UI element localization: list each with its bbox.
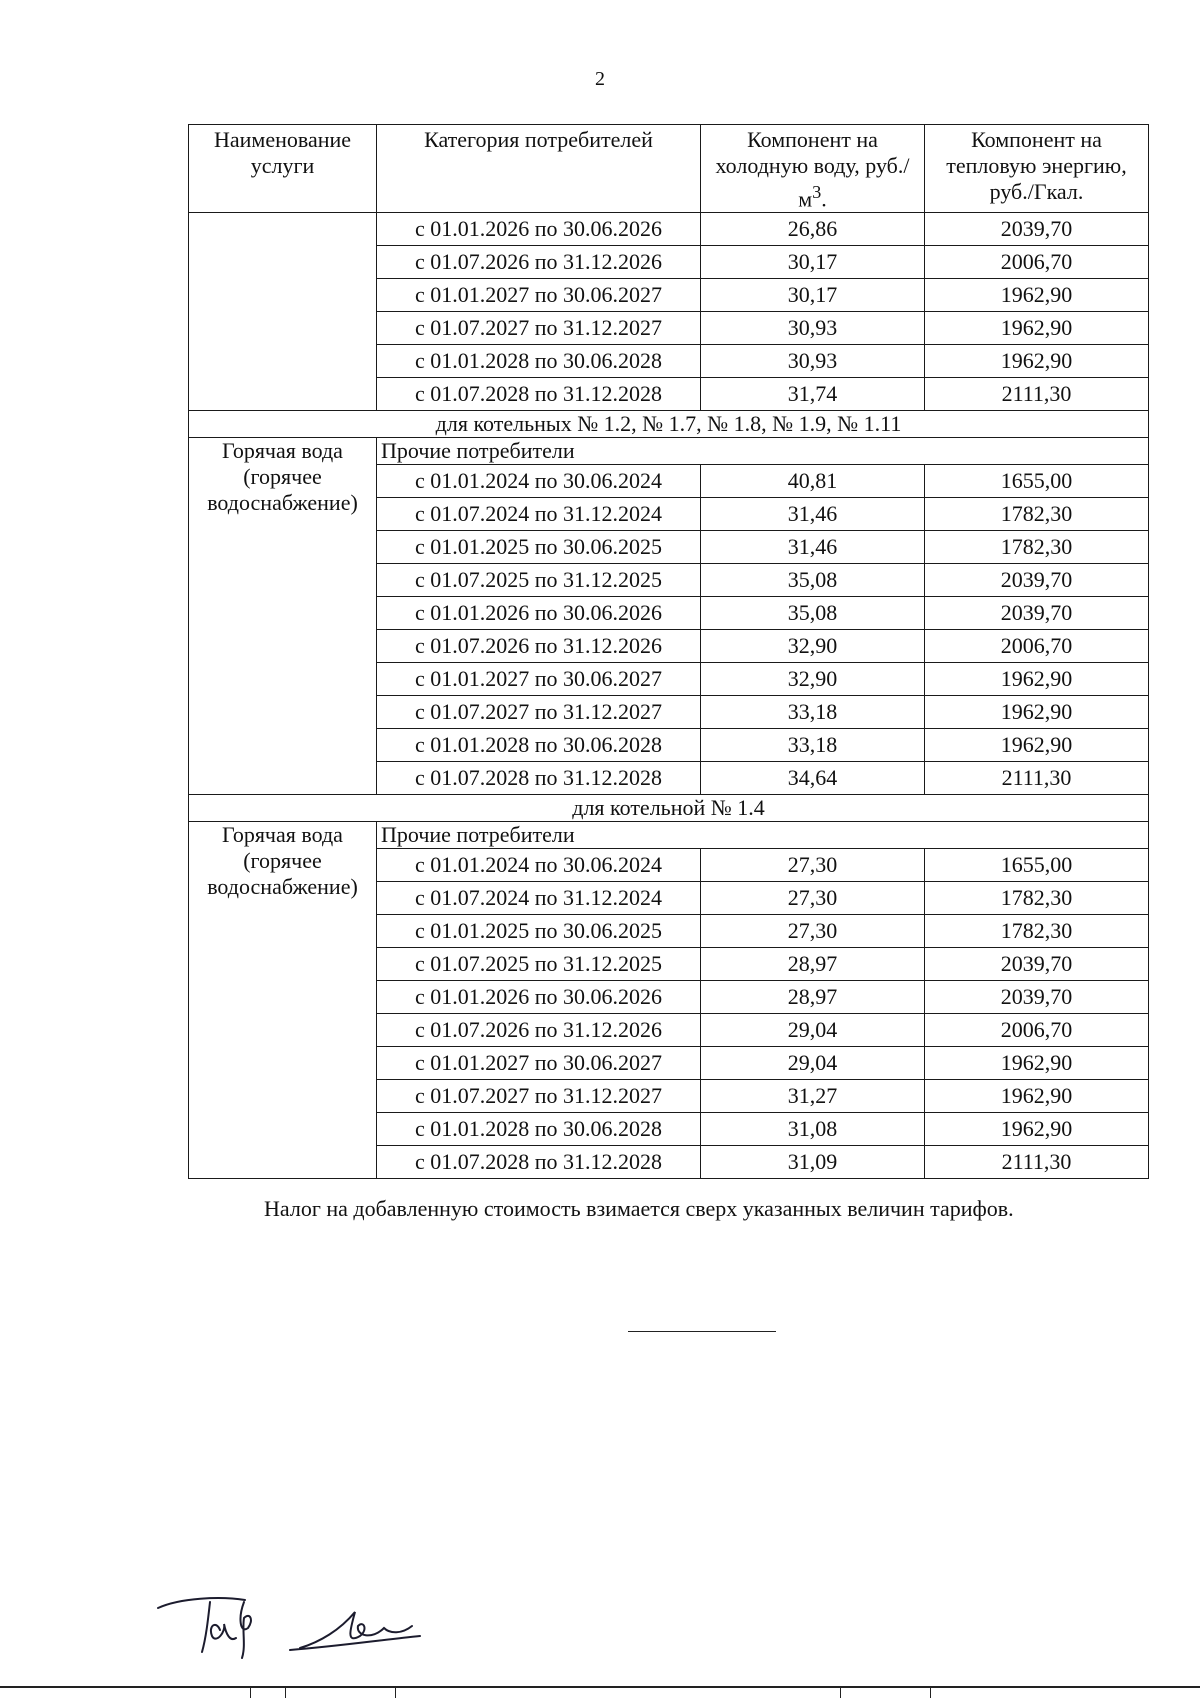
heat-energy-value-cell: 1962,90 (925, 1113, 1149, 1146)
period-cell: с 01.01.2026 по 30.06.2026 (377, 213, 701, 246)
cold-water-value-cell: 27,30 (701, 849, 925, 882)
heat-energy-value-cell: 1962,90 (925, 729, 1149, 762)
period-cell: с 01.07.2028 по 31.12.2028 (377, 1146, 701, 1179)
section-row (189, 411, 1149, 438)
period-cell: с 01.01.2027 по 30.06.2027 (377, 279, 701, 312)
cold-water-value-cell: 32,90 (701, 663, 925, 696)
cold-water-value-cell: 31,09 (701, 1146, 925, 1179)
heat-energy-value-cell: 2111,30 (925, 762, 1149, 795)
vat-footnote: Налог на добавленную стоимость взимается сверх указанных величин тарифов. (264, 1196, 1014, 1221)
cold-water-value-cell: 31,27 (701, 1080, 925, 1113)
bottom-frame-tick (930, 1686, 931, 1698)
header-cold-water (701, 125, 925, 213)
bottom-frame-tick (840, 1686, 841, 1698)
cold-water-value-cell: 27,30 (701, 915, 925, 948)
cold-water-value-cell: 30,93 (701, 312, 925, 345)
heat-energy-value-cell: 1962,90 (925, 312, 1149, 345)
cold-water-value-cell: 35,08 (701, 564, 925, 597)
heat-energy-value-cell: 1962,90 (925, 279, 1149, 312)
heat-energy-value-cell: 2006,70 (925, 630, 1149, 663)
period-cell: с 01.01.2026 по 30.06.2026 (377, 597, 701, 630)
heat-energy-value-cell: 2111,30 (925, 1146, 1149, 1179)
group-row (189, 438, 1149, 465)
period-cell: с 01.01.2024 по 30.06.2024 (377, 465, 701, 498)
period-cell: с 01.01.2028 по 30.06.2028 (377, 729, 701, 762)
heat-energy-value-cell: 2039,70 (925, 213, 1149, 246)
period-cell: с 01.07.2028 по 31.12.2028 (377, 762, 701, 795)
heat-energy-value-cell: 1782,30 (925, 498, 1149, 531)
service-name-cell: Горячая вода (горячее водоснабжение) (189, 438, 377, 795)
cold-water-value-cell: 31,46 (701, 498, 925, 531)
section-title: для котельных № 1.2, № 1.7, № 1.8, № 1.9, № 1.11 (189, 411, 1149, 438)
cold-water-value-cell: 33,18 (701, 696, 925, 729)
header-cold-water-sup: 3 (812, 182, 822, 202)
period-cell: с 01.07.2024 по 31.12.2024 (377, 882, 701, 915)
period-cell: с 01.01.2028 по 30.06.2028 (377, 345, 701, 378)
bottom-frame-line (0, 1686, 1200, 1688)
period-cell: с 01.01.2024 по 30.06.2024 (377, 849, 701, 882)
heat-energy-value-cell: 1962,90 (925, 696, 1149, 729)
consumer-group-label: Прочие потребители (377, 438, 1149, 465)
heat-energy-value-cell: 2006,70 (925, 1014, 1149, 1047)
cold-water-value-cell: 26,86 (701, 213, 925, 246)
heat-energy-value-cell: 2111,30 (925, 378, 1149, 411)
period-cell: с 01.07.2025 по 31.12.2025 (377, 948, 701, 981)
period-cell: с 01.07.2026 по 31.12.2026 (377, 630, 701, 663)
period-cell: с 01.01.2027 по 30.06.2027 (377, 1047, 701, 1080)
bottom-frame-tick (285, 1686, 286, 1698)
heat-energy-value-cell: 1962,90 (925, 1080, 1149, 1113)
cold-water-value-cell: 28,97 (701, 948, 925, 981)
tariff-table (188, 124, 1149, 1179)
cold-water-value-cell: 31,08 (701, 1113, 925, 1146)
cold-water-value-cell: 30,17 (701, 246, 925, 279)
bottom-frame-tick (250, 1686, 251, 1698)
period-cell: с 01.01.2026 по 30.06.2026 (377, 981, 701, 1014)
bottom-frame-tick (395, 1686, 396, 1698)
period-cell: с 01.01.2025 по 30.06.2025 (377, 531, 701, 564)
header-category: Категория потребителей (377, 125, 701, 213)
period-cell: с 01.07.2026 по 31.12.2026 (377, 246, 701, 279)
period-cell: с 01.07.2026 по 31.12.2026 (377, 1014, 701, 1047)
heat-energy-value-cell: 2006,70 (925, 246, 1149, 279)
service-name-cell (189, 213, 377, 411)
service-name-cell: Горячая вода (горячее водоснабжение) (189, 822, 377, 1179)
cold-water-value-cell: 33,18 (701, 729, 925, 762)
cold-water-value-cell: 29,04 (701, 1014, 925, 1047)
period-cell: с 01.07.2027 по 31.12.2027 (377, 312, 701, 345)
closing-dash-line (628, 1331, 776, 1332)
cold-water-value-cell: 27,30 (701, 882, 925, 915)
header-service: Наименование услуги (189, 125, 377, 213)
heat-energy-value-cell: 2039,70 (925, 564, 1149, 597)
section-row (189, 795, 1149, 822)
period-cell: с 01.01.2025 по 30.06.2025 (377, 915, 701, 948)
cold-water-value-cell: 28,97 (701, 981, 925, 1014)
heat-energy-value-cell: 1655,00 (925, 849, 1149, 882)
period-cell: с 01.07.2027 по 31.12.2027 (377, 1080, 701, 1113)
cold-water-value-cell: 34,64 (701, 762, 925, 795)
period-cell: с 01.07.2024 по 31.12.2024 (377, 498, 701, 531)
heat-energy-value-cell: 2039,70 (925, 981, 1149, 1014)
heat-energy-value-cell: 2039,70 (925, 597, 1149, 630)
period-cell: с 01.07.2027 по 31.12.2027 (377, 696, 701, 729)
heat-energy-value-cell: 1962,90 (925, 663, 1149, 696)
cold-water-value-cell: 30,93 (701, 345, 925, 378)
page-number: 2 (595, 68, 605, 90)
heat-energy-value-cell: 2039,70 (925, 948, 1149, 981)
cold-water-value-cell: 31,46 (701, 531, 925, 564)
cold-water-value-cell: 32,90 (701, 630, 925, 663)
table-header-row (189, 125, 1149, 213)
cold-water-value-cell: 35,08 (701, 597, 925, 630)
cold-water-value-cell: 29,04 (701, 1047, 925, 1080)
header-cold-water-text: Компонент на холодную воду, руб./м (715, 127, 910, 212)
heat-energy-value-cell: 1782,30 (925, 915, 1149, 948)
period-cell: с 01.07.2028 по 31.12.2028 (377, 378, 701, 411)
period-cell: с 01.07.2025 по 31.12.2025 (377, 564, 701, 597)
heat-energy-value-cell: 1655,00 (925, 465, 1149, 498)
heat-energy-value-cell: 1782,30 (925, 531, 1149, 564)
group-row (189, 822, 1149, 849)
section-title: для котельной № 1.4 (189, 795, 1149, 822)
heat-energy-value-cell: 1962,90 (925, 345, 1149, 378)
cold-water-value-cell: 40,81 (701, 465, 925, 498)
table-row (189, 213, 1149, 246)
heat-energy-value-cell: 1962,90 (925, 1047, 1149, 1080)
heat-energy-value-cell: 1782,30 (925, 882, 1149, 915)
header-heat-energy: Компонент на тепловую энергию, руб./Гкал. (925, 125, 1149, 213)
cold-water-value-cell: 30,17 (701, 279, 925, 312)
table-body (189, 213, 1149, 1179)
period-cell: с 01.01.2027 по 30.06.2027 (377, 663, 701, 696)
cold-water-value-cell: 31,74 (701, 378, 925, 411)
period-cell: с 01.01.2028 по 30.06.2028 (377, 1113, 701, 1146)
consumer-group-label: Прочие потребители (377, 822, 1149, 849)
header-cold-water-tail: . (821, 186, 827, 212)
handwritten-signature (150, 1590, 430, 1670)
